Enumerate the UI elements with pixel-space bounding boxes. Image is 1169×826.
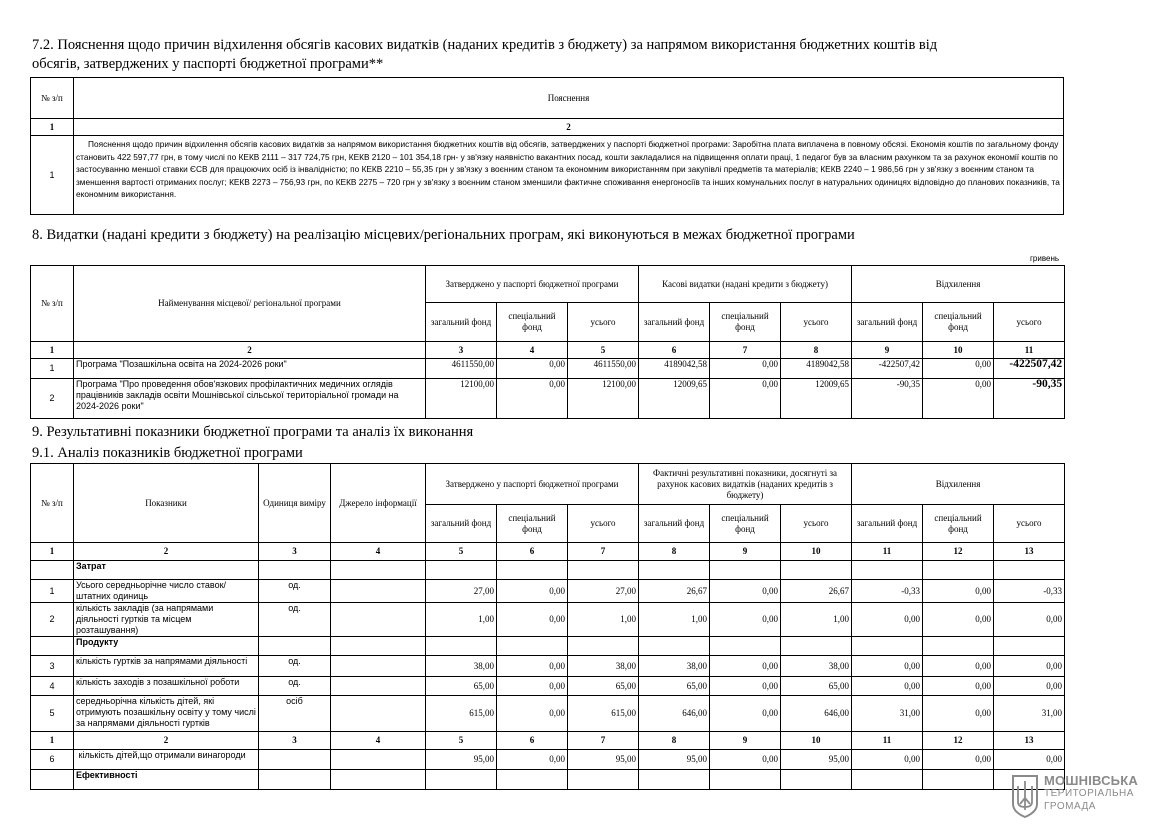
value-cell: 95,00: [568, 750, 639, 770]
section-7-2-heading-line-1: 7.2. Пояснення щодо причин відхилення обсягів касових видатків (наданих кредитів з бюджету) за напрямом використання бюджетних коштів від: [32, 37, 938, 53]
indicator-name: кількість заходів з позашкільної роботи: [74, 677, 259, 696]
value-cell: 615,00: [568, 696, 639, 732]
sub-total: усього: [994, 303, 1065, 342]
deviation-group-header: Відхилення: [852, 266, 1065, 303]
index-cell: 10: [781, 732, 852, 750]
value-cell: 0,00: [923, 359, 994, 379]
value-cell: -422507,42: [852, 359, 923, 379]
sub-total: усього: [994, 505, 1065, 543]
approved-group-header: Затверджено у паспорті бюджетної програми: [426, 266, 639, 303]
program-name: Програма "Позашкільна освіта на 2024-2026 роки": [74, 359, 426, 379]
col-explanation-header: Пояснення: [74, 78, 1064, 119]
index-cell: 2: [74, 543, 259, 561]
unit-cell: од.: [259, 580, 331, 603]
value-cell: 38,00: [426, 656, 497, 677]
sub-total: усього: [568, 505, 639, 543]
value-cell: 65,00: [426, 677, 497, 696]
index-cell: 5: [426, 732, 497, 750]
value-cell: 95,00: [426, 750, 497, 770]
section-8-heading: 8. Видатки (надані кредити з бюджету) на реалізацію місцевих/регіональних програм, які виконуються в межах бюджетної програми: [32, 227, 855, 243]
community-logo: [1010, 772, 1169, 820]
table-row: [31, 750, 1065, 770]
value-cell: 27,00: [426, 580, 497, 603]
value-cell: 0,00: [710, 580, 781, 603]
value-cell: 0,00: [497, 580, 568, 603]
value-cell: -0,33: [852, 580, 923, 603]
value-cell: 0,00: [994, 750, 1065, 770]
unit-cell: [259, 750, 331, 770]
index-cell: 10: [781, 543, 852, 561]
program-name: Програма "Про проведення обов'язкових профілактичних медичних оглядів працівників закладів освіти Мошнівської сільської територіальної громади на 2024-2026 роки": [74, 379, 426, 419]
value-cell: 1,00: [639, 603, 710, 637]
index-cell: 6: [497, 732, 568, 750]
index-cell: 12: [923, 732, 994, 750]
row-number: 1: [31, 359, 74, 379]
value-cell: 95,00: [639, 750, 710, 770]
index-cell: 2: [74, 119, 1064, 136]
index-cell: 6: [639, 342, 710, 359]
col-source-header: Джерело інформації: [331, 464, 426, 543]
section-label-produkt: Продукту: [74, 637, 259, 656]
section-row: [31, 770, 1065, 790]
index-cell: 2: [74, 342, 426, 359]
value-cell: 26,67: [639, 580, 710, 603]
sub-special-fund: спеціальний фонд: [923, 303, 994, 342]
section-row: [31, 561, 1065, 580]
value-cell: 26,67: [781, 580, 852, 603]
table-row: [31, 603, 1065, 637]
value-cell: 12100,00: [568, 379, 639, 419]
index-cell: 3: [426, 342, 497, 359]
sub-special-fund: спеціальний фонд: [497, 505, 568, 543]
row-number: 1: [31, 580, 74, 603]
value-cell: 65,00: [639, 677, 710, 696]
value-cell: 646,00: [639, 696, 710, 732]
index-cell: 5: [568, 342, 639, 359]
value-cell: 4611550,00: [426, 359, 497, 379]
value-cell: 95,00: [781, 750, 852, 770]
index-cell: 11: [994, 342, 1065, 359]
table-row: [31, 359, 1065, 379]
explanation-text: Пояснення щодо причин відхилення обсягів касових видатків за напрямом використання бюджетних коштів від обсягів, затверджених у паспорті бюджетної програми: Заробітна плата виплачена в повному обсязі. Економія коштів по загальному фонду становить 422 597,77 грн, в тому числі по КЕКВ 2111 – 317 724,75 грн, КЕКВ 2120 – 101 354,18 грн- у зв'язку наявністю вакантних посад, кошти закладалися на підвищення оплати праці, 1 педагог був за власним рахунком та за рахунок економії коштів по застосуванню меншої ставки ЄСВ для працюючих осіб із інвалідністю; по КЕКВ 2210 – 55,35 грн у зв'язку з воєнним станом та економним використанням при закупівлі предметів та матеріалів; КЕКВ 2240 – 1 986,56 грн у зв'язку з воєнним станом та зменшення вартості отриманих послуг; КЕКВ 2273 – 756,93 грн, по КЕКВ 2275 – 720 грн у зв'язку з воєнним станом зменшили фактичне споживання енергоносіїв та інших комунальних послуг в натуральних одиницях відповідно до планових показників, та економним використання.: [74, 136, 1064, 215]
value-cell: 0,00: [994, 656, 1065, 677]
value-cell: -90,35: [852, 379, 923, 419]
sub-special-fund: спеціальний фонд: [923, 505, 994, 543]
row-number: 4: [31, 677, 74, 696]
section-9-1-heading: 9.1. Аналіз показників бюджетної програми: [32, 445, 303, 461]
row-number: 1: [31, 136, 74, 215]
section-7-2-heading: [32, 36, 1132, 74]
col-num-header: № з/п: [31, 464, 74, 543]
index-cell: 7: [568, 732, 639, 750]
index-cell: 13: [994, 732, 1065, 750]
value-cell: 27,00: [568, 580, 639, 603]
value-cell: -90,35: [994, 379, 1065, 419]
value-cell: 1,00: [426, 603, 497, 637]
index-cell: 3: [259, 543, 331, 561]
currency-unit: гривень: [1030, 254, 1060, 263]
row-number: 5: [31, 696, 74, 732]
index-cell: 9: [852, 342, 923, 359]
value-cell: 0,00: [923, 656, 994, 677]
approved-group-header: Затверджено у паспорті бюджетної програми: [426, 464, 639, 505]
programs-table: [30, 265, 1065, 419]
index-cell: 13: [994, 543, 1065, 561]
value-cell: 38,00: [639, 656, 710, 677]
cash-expenses-group-header: Касові видатки (надані кредити з бюджету): [639, 266, 852, 303]
value-cell: 0,00: [994, 677, 1065, 696]
table-row: [31, 696, 1065, 732]
trident-icon: [1010, 774, 1040, 818]
value-cell: 0,00: [497, 656, 568, 677]
sub-general-fund: загальний фонд: [852, 303, 923, 342]
index-cell: 7: [710, 342, 781, 359]
value-cell: 12100,00: [426, 379, 497, 419]
value-cell: 0,00: [710, 696, 781, 732]
index-cell: 1: [31, 119, 74, 136]
value-cell: 1,00: [568, 603, 639, 637]
index-cell: 8: [639, 543, 710, 561]
value-cell: -422507,42: [994, 359, 1065, 379]
index-cell: 6: [497, 543, 568, 561]
row-number: 2: [31, 603, 74, 637]
value-cell: 65,00: [568, 677, 639, 696]
value-cell: 0,00: [923, 696, 994, 732]
value-cell: 0,00: [497, 750, 568, 770]
col-num-header: № з/п: [31, 78, 74, 119]
indicator-name: кількість дітей,що отримали винагороди: [74, 750, 259, 770]
index-cell: 7: [568, 543, 639, 561]
sub-total: усього: [568, 303, 639, 342]
value-cell: 615,00: [426, 696, 497, 732]
value-cell: 4189042,58: [781, 359, 852, 379]
value-cell: 646,00: [781, 696, 852, 732]
unit-cell: од.: [259, 603, 331, 637]
indicator-name: кількість закладів (за напрямами діяльності гуртків та місцем розташування): [74, 603, 259, 637]
sub-total: усього: [781, 303, 852, 342]
row-number: 3: [31, 656, 74, 677]
value-cell: 4189042,58: [639, 359, 710, 379]
index-cell: 1: [31, 732, 74, 750]
value-cell: 0,00: [710, 656, 781, 677]
index-cell: 1: [31, 543, 74, 561]
logo-line-1: МОШНІВСЬКА: [1044, 773, 1138, 788]
indicators-table: [30, 463, 1065, 790]
deviation-group-header: Відхилення: [852, 464, 1065, 505]
value-cell: 0,00: [923, 750, 994, 770]
index-cell: 4: [497, 342, 568, 359]
index-cell: 8: [639, 732, 710, 750]
index-cell: 4: [331, 732, 426, 750]
logo-line-2: ТЕРИТОРІАЛЬНА: [1044, 788, 1134, 799]
col-indicators-header: Показники: [74, 464, 259, 543]
logo-line-3: ГРОМАДА: [1044, 801, 1096, 812]
sub-special-fund: спеціальний фонд: [497, 303, 568, 342]
sub-general-fund: загальний фонд: [426, 303, 497, 342]
unit-cell: од.: [259, 656, 331, 677]
sub-general-fund: загальний фонд: [852, 505, 923, 543]
value-cell: 38,00: [568, 656, 639, 677]
value-cell: 31,00: [852, 696, 923, 732]
explanation-table: [30, 77, 1064, 215]
value-cell: 0,00: [497, 379, 568, 419]
value-cell: 0,00: [710, 379, 781, 419]
value-cell: 0,00: [710, 677, 781, 696]
table-row: [31, 580, 1065, 603]
sub-general-fund: загальний фонд: [639, 505, 710, 543]
value-cell: 0,00: [923, 580, 994, 603]
col-program-name-header: Найменування місцевої/ регіональної програми: [74, 266, 426, 342]
index-cell: 1: [31, 342, 74, 359]
value-cell: 0,00: [994, 603, 1065, 637]
sub-total: усього: [781, 505, 852, 543]
row-number: 2: [31, 379, 74, 419]
index-cell: 3: [259, 732, 331, 750]
value-cell: 0,00: [497, 603, 568, 637]
section-7-2-heading-line-2: обсягів, затверджених у паспорті бюджетної програми**: [32, 56, 384, 72]
value-cell: 1,00: [781, 603, 852, 637]
table-row: [31, 656, 1065, 677]
section-label-efekt: Ефективності: [74, 770, 259, 790]
value-cell: 31,00: [994, 696, 1065, 732]
index-cell: 5: [426, 543, 497, 561]
index-cell: 4: [331, 543, 426, 561]
value-cell: 0,00: [852, 750, 923, 770]
unit-cell: осіб: [259, 696, 331, 732]
value-cell: 4611550,00: [568, 359, 639, 379]
index-cell: 10: [923, 342, 994, 359]
indicator-name: Усього середньорічне число ставок/штатних одиниць: [74, 580, 259, 603]
value-cell: -0,33: [994, 580, 1065, 603]
value-cell: 0,00: [852, 656, 923, 677]
table-row: [31, 379, 1065, 419]
sub-general-fund: загальний фонд: [639, 303, 710, 342]
unit-cell: од.: [259, 677, 331, 696]
indicator-name: кількість гуртків за напрямами діяльності: [74, 656, 259, 677]
value-cell: 0,00: [923, 379, 994, 419]
index-cell: 8: [781, 342, 852, 359]
row-number: 6: [31, 750, 74, 770]
value-cell: 0,00: [852, 677, 923, 696]
indicator-name: середньорічна кількість дітей, які отримують позашкільну освіту у тому числі за напрямами діяльності гуртків: [74, 696, 259, 732]
sub-special-fund: спеціальний фонд: [710, 505, 781, 543]
value-cell: 0,00: [710, 750, 781, 770]
value-cell: 12009,65: [639, 379, 710, 419]
value-cell: 0,00: [710, 359, 781, 379]
index-cell: 12: [923, 543, 994, 561]
value-cell: 0,00: [710, 603, 781, 637]
index-cell: 11: [852, 543, 923, 561]
col-unit-header: Одиниця виміру: [259, 464, 331, 543]
value-cell: 38,00: [781, 656, 852, 677]
value-cell: 12009,65: [781, 379, 852, 419]
section-label-zatrat: Затрат: [74, 561, 259, 580]
actual-group-header: Фактичні результативні показники, досягнуті за рахунок касових видатків (наданих кредитів з бюджету): [639, 464, 852, 505]
value-cell: 0,00: [497, 696, 568, 732]
sub-general-fund: загальний фонд: [426, 505, 497, 543]
index-cell: 9: [710, 543, 781, 561]
section-row: [31, 637, 1065, 656]
value-cell: 0,00: [923, 677, 994, 696]
index-cell: 2: [74, 732, 259, 750]
table-row: [31, 677, 1065, 696]
col-num-header: № з/п: [31, 266, 74, 342]
value-cell: 0,00: [497, 359, 568, 379]
index-cell: 9: [710, 732, 781, 750]
section-9-heading: 9. Результативні показники бюджетної програми та аналіз їх виконання: [32, 424, 474, 440]
value-cell: 0,00: [923, 603, 994, 637]
index-cell: 11: [852, 732, 923, 750]
value-cell: 0,00: [497, 677, 568, 696]
value-cell: 0,00: [852, 603, 923, 637]
sub-special-fund: спеціальний фонд: [710, 303, 781, 342]
value-cell: 65,00: [781, 677, 852, 696]
